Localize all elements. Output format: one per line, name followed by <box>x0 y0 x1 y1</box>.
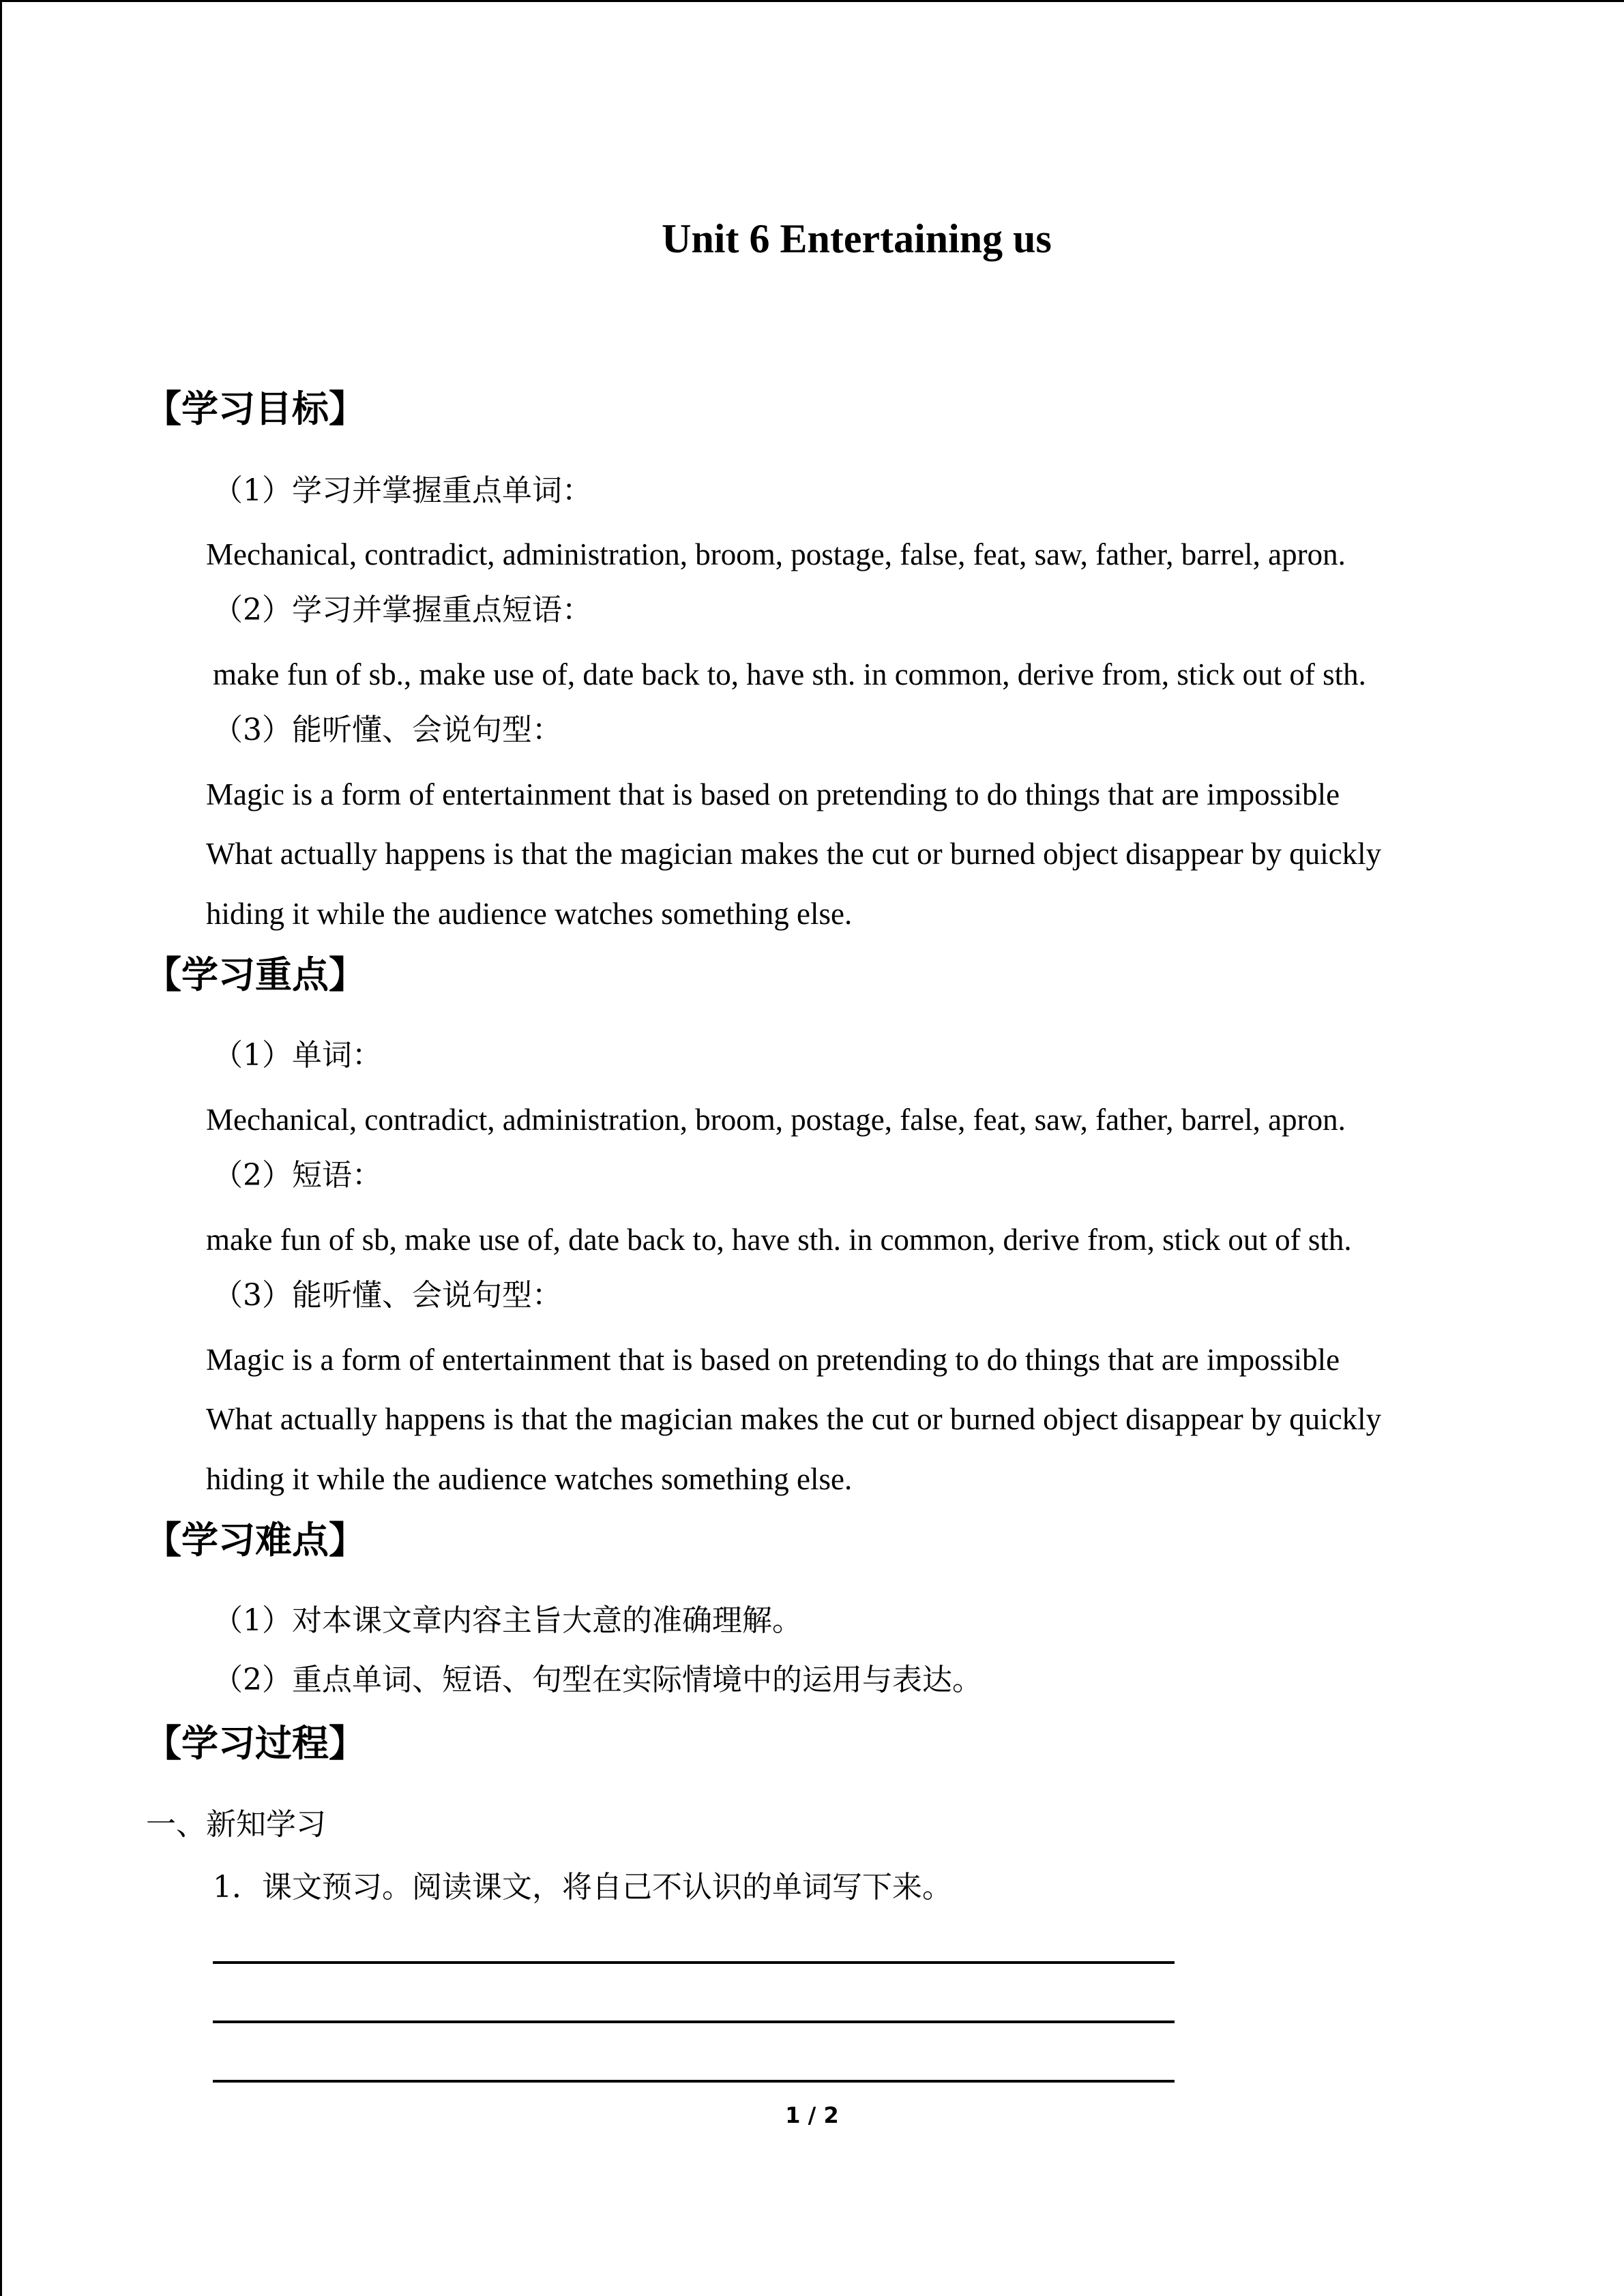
section-heading-key-points: 【学习重点】 <box>145 953 366 996</box>
page-border-top <box>0 0 1624 2</box>
answer-blank-line <box>213 2021 1175 2023</box>
objectives-item2-text: make fun of sb., make use of, date back to, have sth. in common, derive from, stick out of sth. <box>213 657 1366 691</box>
document-title: Unit 6 Entertaining us <box>662 216 1052 261</box>
difficulties-item1: （1）对本课文章内容主旨大意的准确理解。 <box>213 1603 802 1638</box>
key-points-item3-line3: hiding it while the audience watches something else. <box>206 1462 853 1496</box>
process-step1: 1．课文预习。阅读课文，将自己不认识的单词写下来。 <box>213 1870 952 1905</box>
key-points-item3-label: （3）能听懂、会说句型： <box>213 1278 562 1313</box>
objectives-item1-text: Mechanical, contradict, administration, broom, postage, false, feat, saw, father, barrel, apron. <box>206 537 1346 571</box>
page-number: 1 / 2 <box>785 2102 839 2128</box>
objectives-item3-label: （3）能听懂、会说句型： <box>213 713 562 747</box>
objectives-item2-label: （2）学习并掌握重点短语： <box>213 593 592 627</box>
process-part1-heading: 一、新知学习 <box>146 1807 326 1842</box>
objectives-item3-line2: What actually happens is that the magician makes the cut or burned object disappear by quickly <box>206 837 1382 871</box>
key-points-item2-text: make fun of sb, make use of, date back to, have sth. in common, derive from, stick out of sth. <box>206 1223 1352 1257</box>
key-points-item3-line1: Magic is a form of entertainment that is based on pretending to do things that are impossible <box>206 1343 1340 1377</box>
objectives-item1-label: （1）学习并掌握重点单词： <box>213 473 592 508</box>
key-points-item1-text: Mechanical, contradict, administration, broom, postage, false, feat, saw, father, barrel, apron. <box>206 1103 1346 1137</box>
difficulties-item2: （2）重点单词、短语、句型在实际情境中的运用与表达。 <box>213 1663 982 1697</box>
objectives-item3-line3: hiding it while the audience watches something else. <box>206 897 853 931</box>
answer-blank-line <box>213 2080 1175 2083</box>
key-points-item2-label: （2）短语： <box>213 1158 382 1193</box>
key-points-item3-line2: What actually happens is that the magician makes the cut or burned object disappear by quickly <box>206 1402 1382 1436</box>
section-heading-difficulties: 【学习难点】 <box>145 1519 366 1562</box>
objectives-item3-line1: Magic is a form of entertainment that is based on pretending to do things that are impossible <box>206 777 1340 811</box>
page-border-left <box>0 0 2 2296</box>
section-heading-objectives: 【学习目标】 <box>145 387 366 430</box>
key-points-item1-label: （1）单词： <box>213 1038 382 1073</box>
section-heading-process: 【学习过程】 <box>145 1722 366 1765</box>
answer-blank-line <box>213 1961 1175 1964</box>
